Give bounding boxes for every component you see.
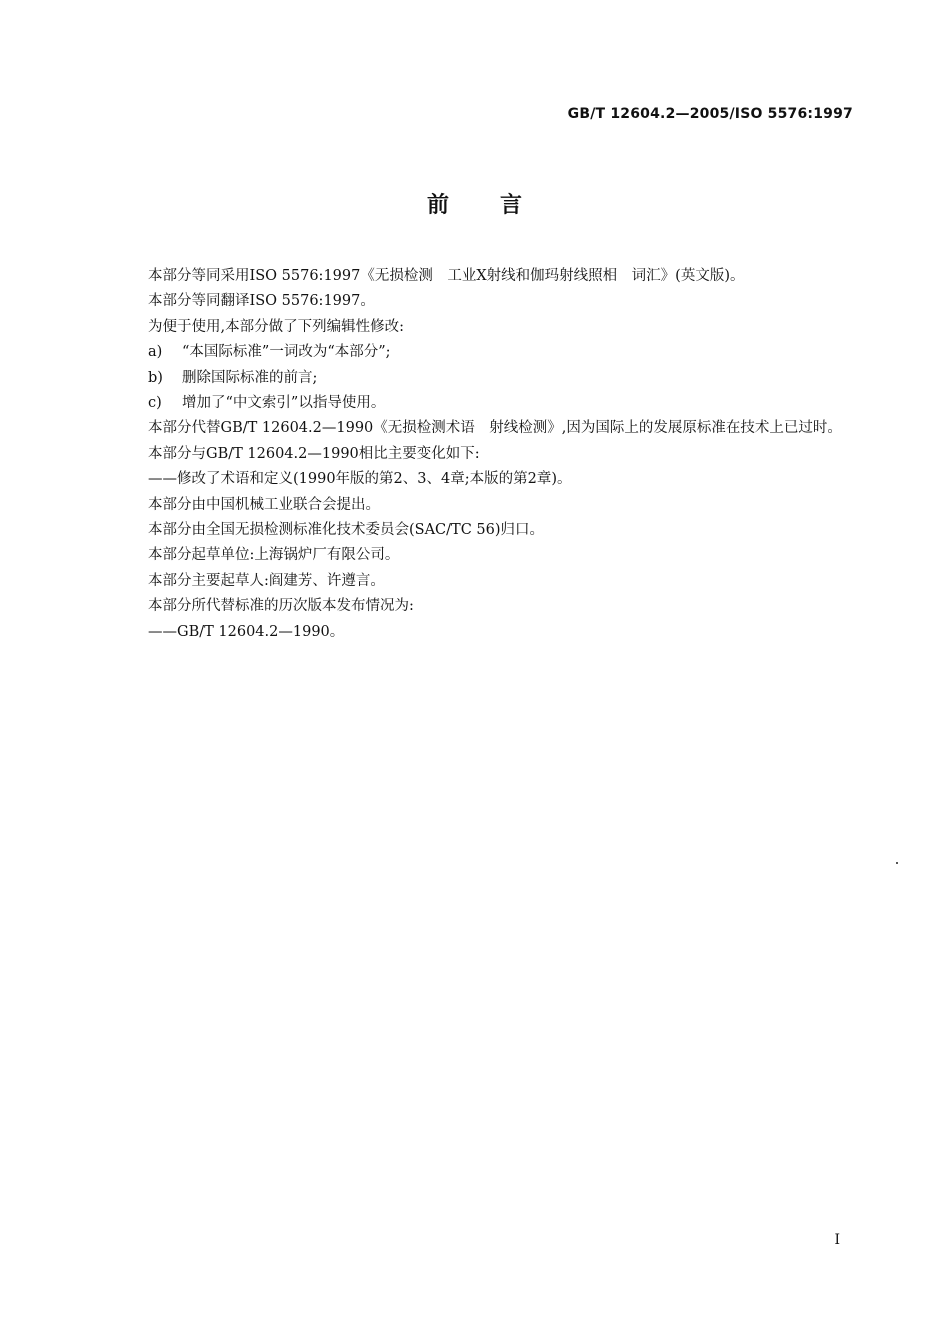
- list-marker: c): [148, 395, 162, 412]
- paragraph-translation: 本部分等同翻译ISO 5576:1997。: [148, 293, 375, 310]
- title-part-1: 前: [426, 193, 450, 218]
- paragraph-centralized-by: 本部分由全国无损检测标准化技术委员会(SAC/TC 56)归口。: [148, 522, 545, 539]
- paragraph-history-item: ——GB/T 12604.2—1990。: [148, 623, 345, 640]
- foreword-body: [115, 264, 855, 645]
- paragraph-changes-intro: 本部分与GB/T 12604.2—1990相比主要变化如下:: [148, 445, 480, 462]
- paragraph-replaces: 本部分代替GB/T 12604.2—1990《无损检测术语 射线检测》,因为国际上的发展原标准在技术上已过时。: [148, 420, 842, 437]
- scan-artifact-dot: [896, 862, 898, 864]
- title-part-2: 言: [500, 193, 524, 218]
- paragraph-adoption: 本部分等同采用ISO 5576:1997《无损检测 工业X射线和伽玛射线照相 词汇》(英文版)。: [148, 268, 745, 284]
- list-item-edit-a: [115, 340, 855, 365]
- list-marker: a): [148, 344, 163, 361]
- page-title: [0, 188, 950, 219]
- paragraph-history-intro: 本部分所代替标准的历次版本发布情况为:: [148, 598, 414, 615]
- paragraph-drafters: 本部分主要起草人:阎建芳、许遵言。: [148, 572, 385, 589]
- paragraph-change-item: ——修改了术语和定义(1990年版的第2、3、4章;本版的第2章)。: [148, 471, 572, 488]
- list-text: “本国际标准”一词改为“本部分”;: [182, 344, 391, 361]
- list-marker: b): [148, 369, 163, 386]
- list-text: 删除国际标准的前言;: [182, 369, 318, 386]
- list-item-edit-c: [115, 391, 855, 416]
- list-text: 增加了“中文索引”以指导使用。: [182, 395, 386, 412]
- paragraph-drafting-unit: 本部分起草单位:上海锅炉厂有限公司。: [148, 547, 400, 564]
- page-number: I: [834, 1232, 840, 1248]
- paragraph-proposed-by: 本部分由中国机械工业联合会提出。: [148, 496, 380, 513]
- paragraph-edits-intro: 为便于使用,本部分做了下列编辑性修改:: [148, 318, 404, 335]
- standard-code-header: GB/T 12604.2—2005/ISO 5576:1997: [567, 106, 853, 122]
- list-item-edit-b: [115, 366, 855, 391]
